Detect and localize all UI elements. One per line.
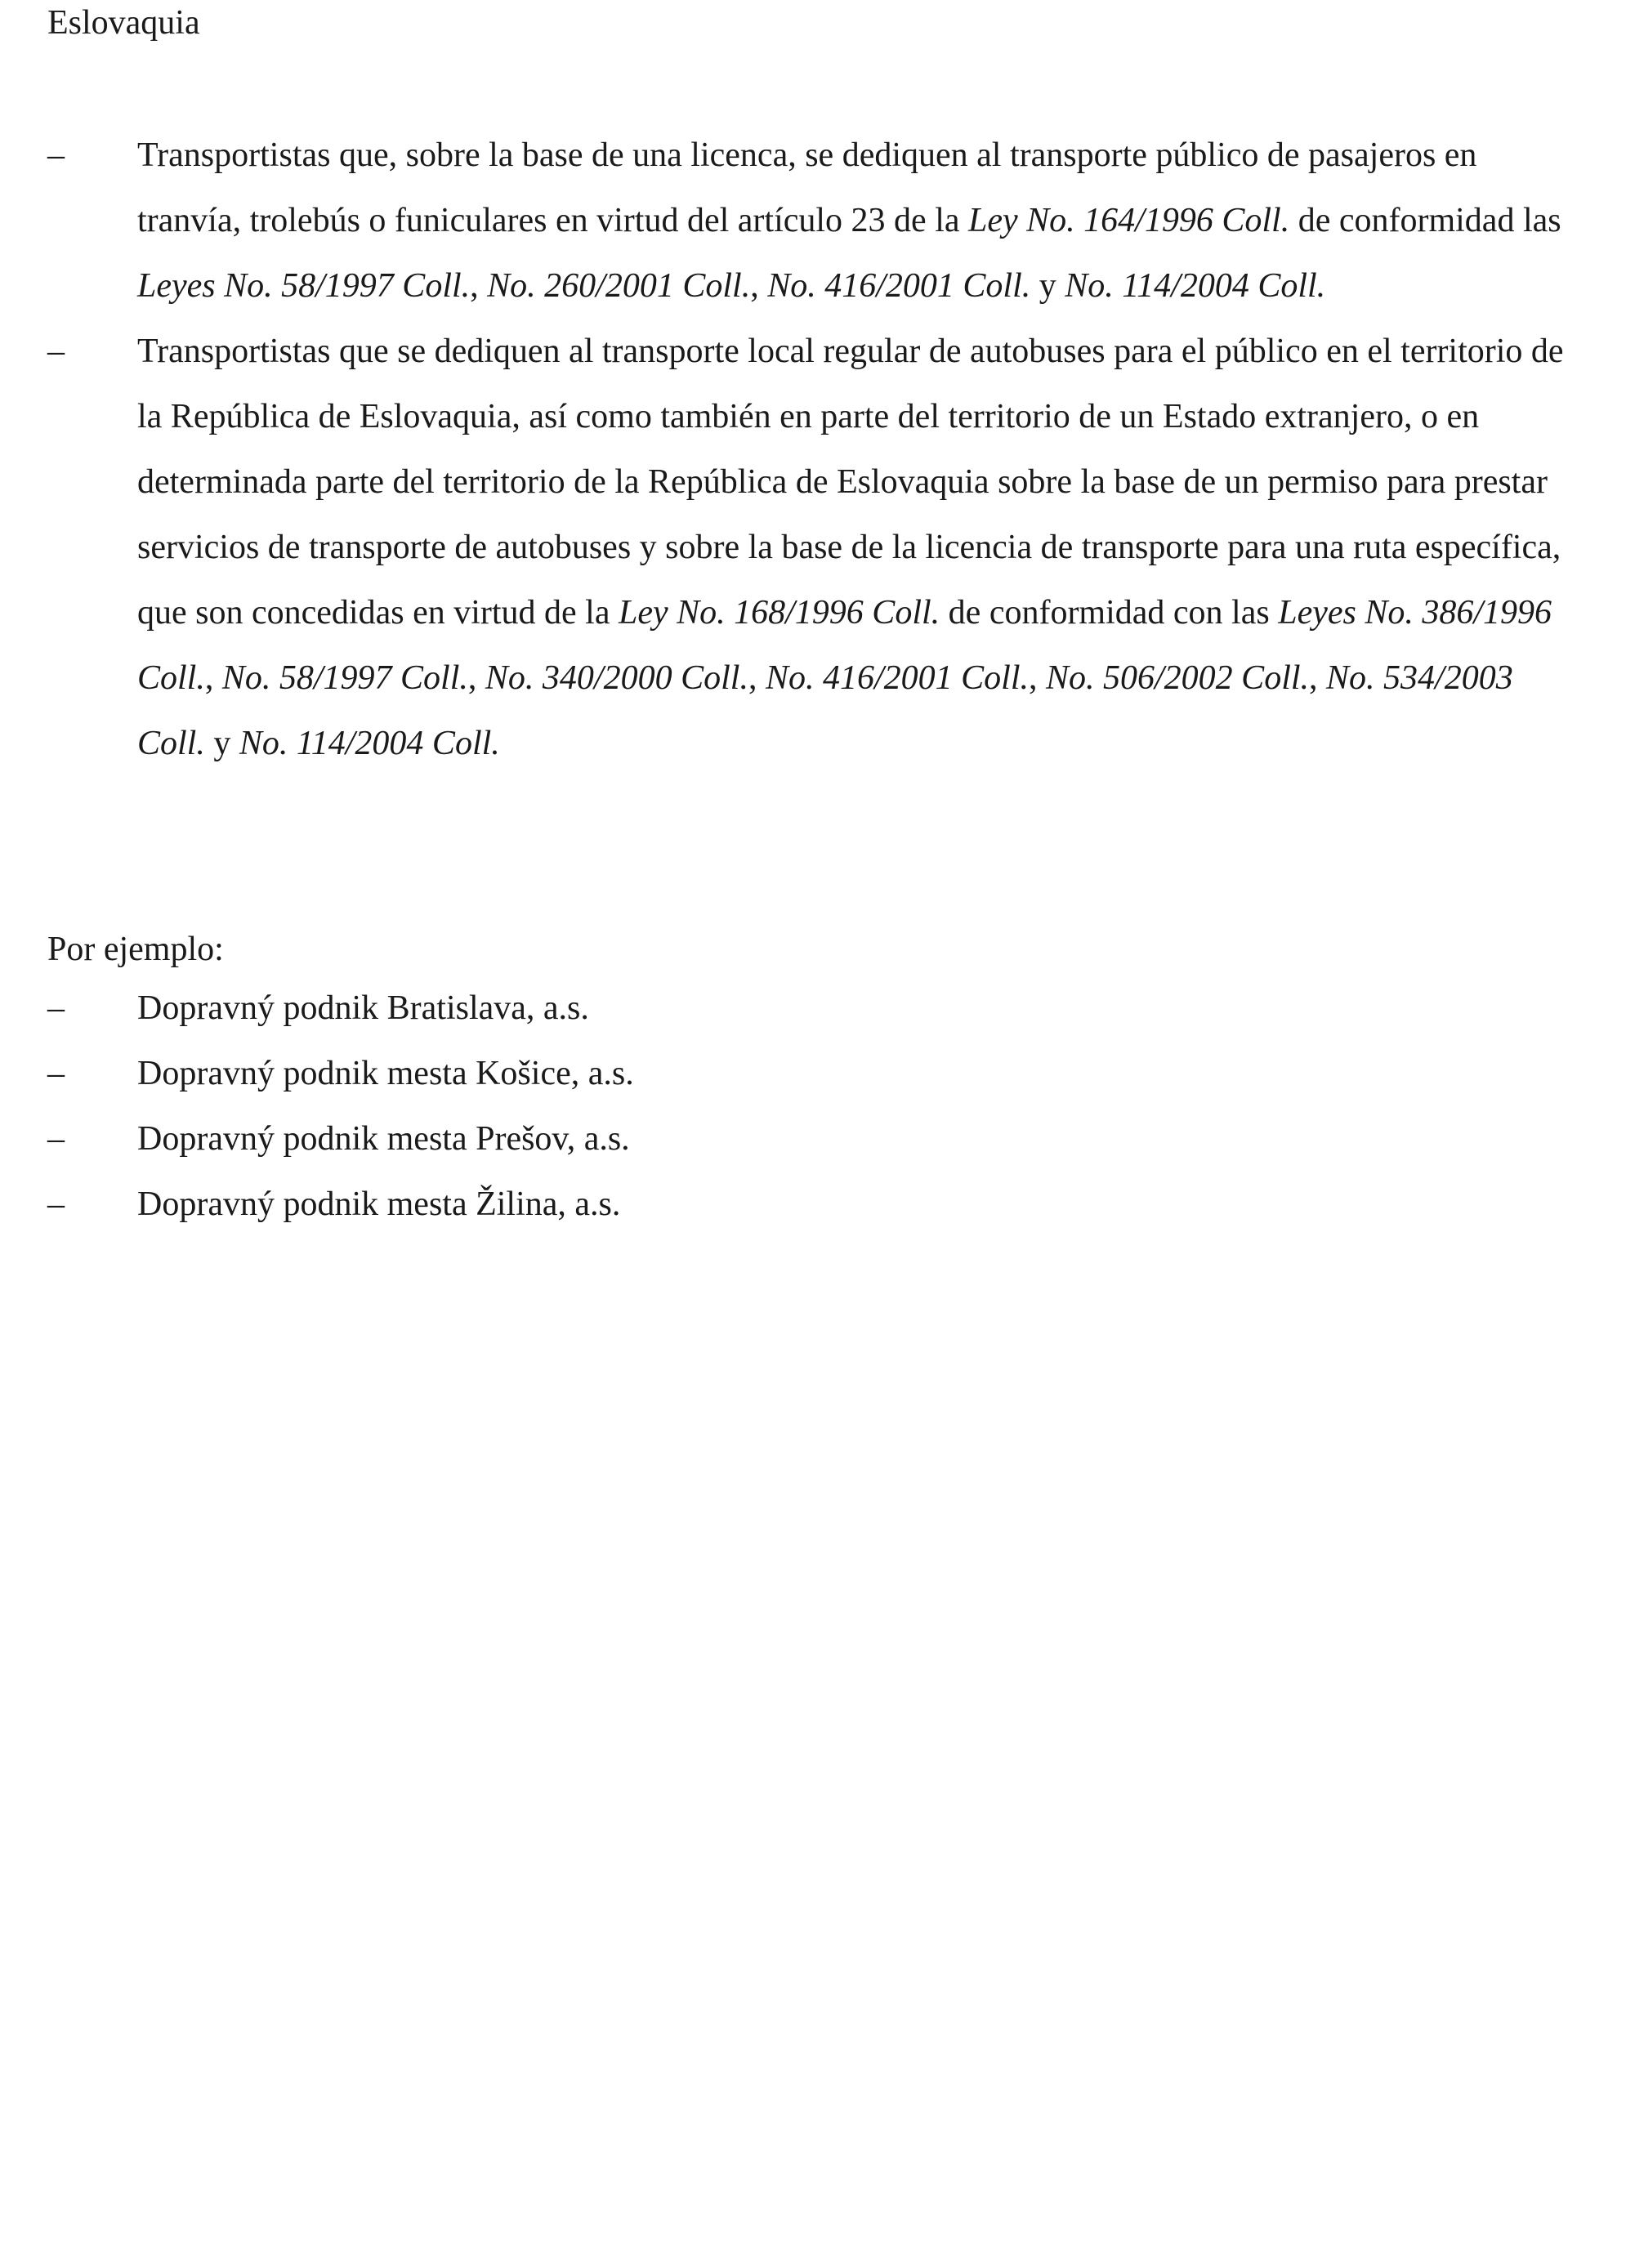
text-run: ,: [1029, 659, 1046, 697]
dash-marker: –: [47, 1055, 65, 1092]
law-citation: No. 58/1997 Coll.: [221, 659, 468, 697]
company-name: Dopravný podnik mesta Prešov, a.s.: [137, 1120, 630, 1158]
list-item: [47, 1041, 1584, 1106]
dash-marker: –: [47, 136, 65, 174]
dash-marker: –: [47, 1120, 65, 1158]
dash-marker: –: [47, 333, 65, 370]
law-citation: Ley No. 164/1996 Coll.: [968, 202, 1290, 239]
list-item-text: [137, 123, 1584, 319]
company-list: [47, 976, 1584, 1237]
text-run: de conformidad las: [1289, 202, 1561, 239]
law-citation: No. 534/2003 Coll.: [137, 659, 1513, 762]
law-citation: Ley No. 168/1996 Coll.: [618, 594, 940, 632]
examples-intro: Por ejemplo:: [47, 931, 224, 968]
section-heading: Eslovaquia: [47, 4, 200, 42]
company-name: Dopravný podnik Bratislava, a.s.: [137, 989, 589, 1027]
dash-marker: –: [47, 1185, 65, 1223]
law-citation: No. 506/2002 Coll.: [1046, 659, 1310, 697]
list-item: [47, 319, 1584, 776]
law-citation: Leyes No. 386/1996 Coll.: [137, 594, 1552, 697]
list-item: [47, 123, 1584, 319]
text-run: ,: [750, 267, 768, 305]
company-name: Dopravný podnik mesta Košice, a.s.: [137, 1055, 634, 1092]
law-citation: Leyes No. 58/1997 Coll.: [137, 267, 471, 305]
law-citation: No. 416/2001 Coll.: [767, 267, 1031, 305]
text-run: y: [1030, 267, 1065, 305]
law-citation: No. 114/2004 Coll.: [239, 725, 500, 762]
dash-marker: –: [47, 989, 65, 1027]
company-name: Dopravný podnik mesta Žilina, a.s.: [137, 1185, 621, 1223]
law-citation: No. 114/2004 Coll.: [1065, 267, 1326, 305]
text-run: ,: [1309, 659, 1327, 697]
list-item-text: [137, 319, 1584, 776]
entity-list: [47, 123, 1584, 776]
list-item: [47, 976, 1584, 1041]
text-run: de conformidad con las: [940, 594, 1279, 632]
text-run: ,: [748, 659, 766, 697]
law-citation: No. 416/2001 Coll.: [765, 659, 1029, 697]
text-run: ,: [470, 267, 488, 305]
text-run: y: [204, 725, 239, 762]
list-item: [47, 1106, 1584, 1172]
text-run: ,: [467, 659, 485, 697]
law-citation: No. 340/2000 Coll.: [485, 659, 748, 697]
law-citation: No. 260/2001 Coll.: [487, 267, 751, 305]
text-run: Transportistas que se dediquen al transporte local regular de autobuses para el público en el territorio de la República de Eslovaquia, así como también en parte del territorio de un Estado extranjero, o en determinada parte del territorio de la República de Eslovaquia sobre la base de un permiso para prestar servicios de transporte de autobuses y sobre la base de la licencia de transporte para una ruta específica, que son concedidas en virtud de la: [137, 333, 1564, 632]
text-run: Transportistas que, sobre la base de una licenca, se dediquen al transporte público de pasajeros en tranvía, trolebús o funiculares en virtud del artículo 23 de la: [137, 136, 1477, 239]
list-item: [47, 1172, 1584, 1237]
text-run: ,: [204, 659, 222, 697]
